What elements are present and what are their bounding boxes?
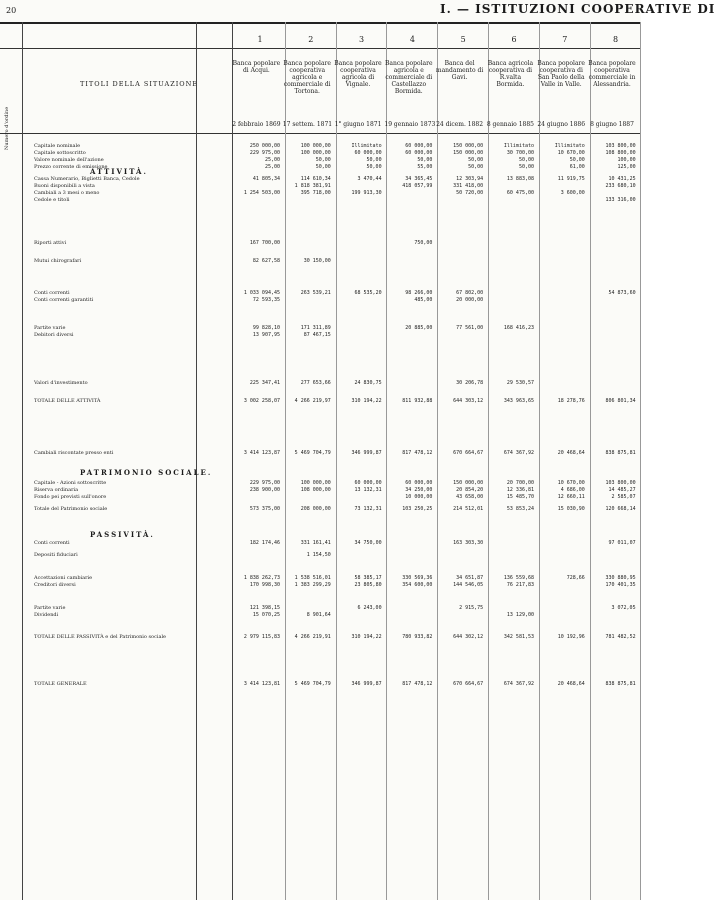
table-cell: 25,00 bbox=[264, 164, 280, 170]
table-cell: 343 963,65 bbox=[503, 398, 534, 404]
table-cell: 15 070,25 bbox=[252, 612, 280, 618]
table-cell: 670 664,67 bbox=[453, 681, 484, 687]
row-label: Creditori diversi bbox=[34, 582, 76, 588]
table-cell: 18 278,76 bbox=[557, 398, 585, 404]
table-cell: 108 800,00 bbox=[605, 150, 636, 156]
column-number: 7 bbox=[562, 35, 568, 44]
table-cell: 1 154,50 bbox=[306, 552, 331, 558]
table-cell: 182 174,46 bbox=[249, 540, 280, 546]
table-cell: 20 885,00 bbox=[405, 325, 433, 331]
table-cell: 55,00 bbox=[417, 164, 433, 170]
table-cell: 15 030,90 bbox=[557, 506, 585, 512]
table-cell: 811 932,88 bbox=[402, 398, 433, 404]
table-cell: 6 243,00 bbox=[357, 605, 382, 611]
table-cell: 170 401,35 bbox=[605, 582, 636, 588]
table-cell: 817 478,12 bbox=[402, 450, 433, 456]
table-cell: 20 000,00 bbox=[456, 297, 484, 303]
table-cell: 1 838 262,73 bbox=[243, 575, 280, 581]
bank-founding-date: 19 gennaio 1873 bbox=[384, 121, 436, 128]
table-cell: 60 000,00 bbox=[405, 150, 433, 156]
table-cell: 20 468,64 bbox=[557, 450, 585, 456]
table-cell: 4 686,00 bbox=[560, 487, 585, 493]
row-label: Riserva ordinaria bbox=[34, 487, 79, 493]
table-cell: 573 375,00 bbox=[249, 506, 280, 512]
table-cell: 73 132,31 bbox=[354, 506, 382, 512]
ordine-label: Numero d'ordine bbox=[4, 106, 10, 150]
label-column-rule bbox=[196, 22, 197, 900]
bank-founding-date: 24 dicem. 1882 bbox=[436, 121, 484, 128]
table-cell: Illimitato bbox=[503, 143, 534, 149]
bank-name: Banca popolare cooperativa agricola di Vignale. bbox=[334, 60, 382, 88]
table-cell: 120 668,14 bbox=[605, 506, 636, 512]
table-cell: 60 000,00 bbox=[405, 143, 433, 149]
header-bottom-rule bbox=[0, 133, 641, 134]
table-cell: 233 680,10 bbox=[605, 183, 636, 189]
table-cell: 30 150,00 bbox=[303, 258, 331, 264]
table-cell: 29 530,57 bbox=[506, 380, 534, 386]
row-label: Valori d'investimento bbox=[34, 380, 88, 386]
table-cell: 54 873,60 bbox=[608, 290, 636, 296]
bank-name: Banca popolare agricola e commerciale di Castellazzo Bormida. bbox=[385, 60, 433, 95]
table-cell: 3 600,00 bbox=[560, 190, 585, 196]
column-number: 3 bbox=[359, 35, 365, 44]
column-number: 4 bbox=[409, 35, 415, 44]
table-cell: 10 000,00 bbox=[405, 494, 433, 500]
table-cell: 346 999,87 bbox=[351, 681, 382, 687]
table-cell: 100 000,00 bbox=[300, 480, 331, 486]
table-cell: 1 538 516,01 bbox=[294, 575, 331, 581]
row-label: Capitale sottoscritto bbox=[34, 150, 86, 156]
row-label: TOTALE GENERALE bbox=[34, 681, 87, 687]
table-cell: 263 539,21 bbox=[300, 290, 331, 296]
table-cell: 10 670,00 bbox=[557, 480, 585, 486]
table-cell: 60 000,00 bbox=[354, 150, 382, 156]
row-label: Capitale - Azioni sottoscritte bbox=[34, 480, 107, 486]
row-label: Partite varie bbox=[34, 325, 66, 331]
table-cell: 23 805,80 bbox=[354, 582, 382, 588]
table-cell: 3 072,05 bbox=[611, 605, 636, 611]
row-label: Partite varie bbox=[34, 605, 66, 611]
table-cell: 168 416,23 bbox=[503, 325, 534, 331]
table-cell: 133 316,00 bbox=[605, 197, 636, 203]
table-cell: 60 000,00 bbox=[354, 480, 382, 486]
table-cell: 99 828,10 bbox=[252, 325, 280, 331]
row-label: Prezzo corrente di emissione bbox=[34, 164, 108, 170]
table-cell: 60 000,00 bbox=[405, 480, 433, 486]
table-cell: 50,00 bbox=[518, 157, 534, 163]
row-label: Depositi fiduciari bbox=[34, 552, 78, 558]
row-label: Debitori diversi bbox=[34, 332, 74, 338]
table-cell: 208 000,00 bbox=[300, 506, 331, 512]
bank-name: Banca agricola cooperativa di R.valta Bormida. bbox=[487, 60, 534, 88]
table-cell: 3 002 258,07 bbox=[243, 398, 280, 404]
table-cell: 310 194,22 bbox=[351, 398, 382, 404]
table-cell: 68 535,20 bbox=[354, 290, 382, 296]
table-cell: 781 482,52 bbox=[605, 634, 636, 640]
table-cell: 3 470,44 bbox=[357, 176, 382, 182]
column-number: 1 bbox=[257, 35, 263, 44]
table-cell: 13 907,95 bbox=[252, 332, 280, 338]
table-cell: 10 670,00 bbox=[557, 150, 585, 156]
table-cell: 214 512,01 bbox=[453, 506, 484, 512]
row-label: Cedole e titoli bbox=[34, 197, 70, 203]
table-cell: 103 800,00 bbox=[605, 143, 636, 149]
column-rule bbox=[640, 22, 641, 900]
row-label: TOTALE DELLE PASSIVITÀ e del Patrimonio sociale bbox=[34, 634, 167, 640]
table-cell: 644 303,12 bbox=[453, 398, 484, 404]
table-cell: 30 700,00 bbox=[506, 150, 534, 156]
table-cell: 125,00 bbox=[617, 164, 636, 170]
table-cell: 674 367,92 bbox=[503, 450, 534, 456]
table-cell: 331 418,00 bbox=[453, 183, 484, 189]
column-number: 2 bbox=[308, 35, 314, 44]
table-cell: 170 998,30 bbox=[249, 582, 280, 588]
table-cell: 41 805,34 bbox=[252, 176, 280, 182]
table-cell: 50,00 bbox=[315, 164, 331, 170]
table-cell: 395 718,00 bbox=[300, 190, 331, 196]
header-rule bbox=[0, 48, 641, 49]
table-cell: 250 000,00 bbox=[249, 143, 280, 149]
table-cell: 674 367,92 bbox=[503, 681, 534, 687]
table-cell: 34 365,45 bbox=[405, 176, 433, 182]
bank-founding-date: 8 gennaio 1885 bbox=[486, 121, 534, 128]
bank-founding-date: 1° giugno 1871 bbox=[334, 121, 382, 128]
table-cell: 171 311,89 bbox=[300, 325, 331, 331]
table-cell: 229 975,00 bbox=[249, 480, 280, 486]
row-label: Accettazioni cambiarie bbox=[34, 575, 93, 581]
table-cell: 13 883,08 bbox=[506, 176, 534, 182]
column-number: 6 bbox=[511, 35, 517, 44]
table-cell: 3 414 123,81 bbox=[243, 681, 280, 687]
row-label: Fondo pei previsti sull'onore bbox=[34, 494, 107, 500]
table-cell: 50,00 bbox=[366, 164, 382, 170]
table-cell: 644 302,12 bbox=[453, 634, 484, 640]
table-cell: 114 610,34 bbox=[300, 176, 331, 182]
table-cell: 199 913,30 bbox=[351, 190, 382, 196]
table-cell: 103 800,00 bbox=[605, 480, 636, 486]
table-cell: 346 999,87 bbox=[351, 450, 382, 456]
table-cell: 20 700,00 bbox=[506, 480, 534, 486]
bank-founding-date: 8 giugno 1887 bbox=[590, 121, 634, 128]
table-cell: 10 192,96 bbox=[557, 634, 585, 640]
row-label: Capitale nominale bbox=[34, 143, 81, 149]
row-label: Conti correnti bbox=[34, 290, 70, 296]
table-cell: 2 915,75 bbox=[459, 605, 484, 611]
row-label: Cambiali riscontate presso enti bbox=[34, 450, 114, 456]
table-cell: 150 000,00 bbox=[453, 150, 484, 156]
table-cell: 838 875,81 bbox=[605, 450, 636, 456]
row-label: Cassa Numerario, Biglietti Banca, Cedole bbox=[34, 176, 140, 182]
table-cell: 330 880,95 bbox=[605, 575, 636, 581]
table-cell: 97 011,07 bbox=[608, 540, 636, 546]
table-cell: 229 975,00 bbox=[249, 150, 280, 156]
table-cell: 238 900,00 bbox=[249, 487, 280, 493]
table-cell: 5 469 704,79 bbox=[294, 450, 331, 456]
table-cell: 50,00 bbox=[468, 164, 484, 170]
table-cell: 136 559,68 bbox=[503, 575, 534, 581]
bank-name: Banca popolare cooperativa commerciale in Alessandria. bbox=[588, 60, 636, 88]
table-cell: 50,00 bbox=[417, 157, 433, 163]
table-cell: 50,00 bbox=[569, 157, 585, 163]
table-cell: 817 478,12 bbox=[402, 681, 433, 687]
table-cell: 34 651,87 bbox=[456, 575, 484, 581]
table-cell: 1 383 299,29 bbox=[294, 582, 331, 588]
table-cell: 25,00 bbox=[264, 157, 280, 163]
table-cell: 167 700,00 bbox=[249, 240, 280, 246]
table-cell: 4 266 219,97 bbox=[294, 398, 331, 404]
table-cell: 77 561,00 bbox=[456, 325, 484, 331]
table-cell: 67 802,00 bbox=[456, 290, 484, 296]
table-cell: 331 161,41 bbox=[300, 540, 331, 546]
table-cell: 12 660,11 bbox=[557, 494, 585, 500]
table-cell: 12 336,81 bbox=[506, 487, 534, 493]
table-cell: 100 000,00 bbox=[300, 143, 331, 149]
table-cell: 50,00 bbox=[468, 157, 484, 163]
row-label: Dividendi bbox=[34, 612, 59, 618]
table-cell: 3 414 123,87 bbox=[243, 450, 280, 456]
row-label: Mutui chirografari bbox=[34, 258, 82, 264]
table-cell: 72 593,35 bbox=[252, 297, 280, 303]
table-cell: Illimitato bbox=[351, 143, 382, 149]
table-cell: 670 664,67 bbox=[453, 450, 484, 456]
table-cell: 1 254 503,00 bbox=[243, 190, 280, 196]
table-cell: 13 132,31 bbox=[354, 487, 382, 493]
table-cell: 50 720,00 bbox=[456, 190, 484, 196]
top-rule bbox=[0, 22, 641, 24]
table-cell: 12 303,94 bbox=[456, 176, 484, 182]
column-number: 5 bbox=[460, 35, 466, 44]
table-cell: 485,00 bbox=[414, 297, 433, 303]
table-cell: 144 546,05 bbox=[453, 582, 484, 588]
row-label: Buoni disponibili a vista bbox=[34, 183, 95, 189]
table-cell: 58 385,17 bbox=[354, 575, 382, 581]
table-cell: 1 033 094,45 bbox=[243, 290, 280, 296]
section-heading-attivita: ATTIVITÀ. bbox=[90, 167, 148, 176]
table-cell: 50,00 bbox=[366, 157, 382, 163]
table-cell: 43 658,00 bbox=[456, 494, 484, 500]
bank-name: Banca del mandamento di Gavi. bbox=[435, 60, 484, 81]
table-cell: 14 485,27 bbox=[608, 487, 636, 493]
table-cell: 61,00 bbox=[569, 164, 585, 170]
table-cell: 100 000,00 bbox=[300, 150, 331, 156]
bank-name: Banca popolare cooperativa agricola e commerciale di Tortona. bbox=[283, 60, 331, 95]
table-cell: 34 250,00 bbox=[405, 487, 433, 493]
table-cell: 98 266,00 bbox=[405, 290, 433, 296]
table-cell: 82 627,58 bbox=[252, 258, 280, 264]
table-cell: 121 398,15 bbox=[249, 605, 280, 611]
bank-founding-date: 2 febbraio 1869 bbox=[232, 121, 281, 128]
table-cell: 76 217,83 bbox=[506, 582, 534, 588]
table-cell: 100,00 bbox=[617, 157, 636, 163]
row-label: TOTALE DELLE ATTIVITÀ bbox=[34, 398, 101, 404]
table-cell: 103 250,25 bbox=[402, 506, 433, 512]
table-cell: 225 347,41 bbox=[249, 380, 280, 386]
ordine-column-rule bbox=[22, 22, 23, 900]
table-cell: 53 853,24 bbox=[506, 506, 534, 512]
table-cell: 150 000,00 bbox=[453, 480, 484, 486]
table-cell: 13 129,00 bbox=[506, 612, 534, 618]
bank-founding-date: 24 giugno 1886 bbox=[537, 121, 586, 128]
table-cell: 50,00 bbox=[518, 164, 534, 170]
table-cell: 330 569,36 bbox=[402, 575, 433, 581]
table-cell: 150 000,00 bbox=[453, 143, 484, 149]
section-heading-patrimonio: PATRIMONIO SOCIALE. bbox=[80, 468, 213, 477]
page-number: 20 bbox=[6, 6, 17, 15]
table-cell: 728,66 bbox=[566, 575, 585, 581]
table-cell: 310 194,22 bbox=[351, 634, 382, 640]
table-cell: 8 901,64 bbox=[306, 612, 331, 618]
table-cell: 342 581,53 bbox=[503, 634, 534, 640]
table-cell: 277 653,66 bbox=[300, 380, 331, 386]
table-cell: 30 206,78 bbox=[456, 380, 484, 386]
table-cell: 24 830,75 bbox=[354, 380, 382, 386]
column-number: 8 bbox=[613, 35, 619, 44]
row-label: Conti correnti garantiti bbox=[34, 297, 94, 303]
table-cell: 354 600,00 bbox=[402, 582, 433, 588]
table-cell: 10 431,25 bbox=[608, 176, 636, 182]
row-label: Valore nominale dell'azione bbox=[34, 157, 104, 163]
row-label: Cambiali a 3 mesi o meno bbox=[34, 190, 100, 196]
table-cell: 5 469 704,79 bbox=[294, 681, 331, 687]
table-cell: 108 000,00 bbox=[300, 487, 331, 493]
table-cell: 20 468,64 bbox=[557, 681, 585, 687]
table-cell: 163 303,30 bbox=[453, 540, 484, 546]
section-heading-passivita: PASSIVITÀ. bbox=[90, 530, 155, 539]
table-cell: 806 801,34 bbox=[605, 398, 636, 404]
bank-name: Banca popolare cooperativa di San Paolo della Valle in Valle. bbox=[537, 60, 585, 88]
row-label: Riporti attivi bbox=[34, 240, 67, 246]
row-label: Conti correnti bbox=[34, 540, 70, 546]
table-cell: 50,00 bbox=[315, 157, 331, 163]
table-cell: 4 266 219,91 bbox=[294, 634, 331, 640]
table-cell: 60 475,00 bbox=[506, 190, 534, 196]
table-cell: 1 818 381,91 bbox=[294, 183, 331, 189]
table-cell: 87 467,15 bbox=[303, 332, 331, 338]
table-cell: 750,00 bbox=[414, 240, 433, 246]
table-cell: 15 485,70 bbox=[506, 494, 534, 500]
table-cell: 2 979 115,83 bbox=[243, 634, 280, 640]
titoli-label: TITOLI DELLA SITUAZIONE bbox=[80, 80, 199, 88]
table-cell: 780 933,82 bbox=[402, 634, 433, 640]
table-cell: 20 854,20 bbox=[456, 487, 484, 493]
table-cell: 11 919,75 bbox=[557, 176, 585, 182]
running-head: I. — ISTITUZIONI COOPERATIVE DI bbox=[440, 2, 715, 16]
table-cell: 34 750,00 bbox=[354, 540, 382, 546]
table-cell: 2 585,07 bbox=[611, 494, 636, 500]
table-cell: 838 875,81 bbox=[605, 681, 636, 687]
bank-founding-date: 17 settem. 1871 bbox=[282, 121, 333, 128]
table-cell: 418 057,99 bbox=[402, 183, 433, 189]
table-cell: Illimitato bbox=[554, 143, 585, 149]
row-label: Totale del Patrimonio sociale bbox=[34, 506, 108, 512]
bank-name: Banca popolare di Acqui. bbox=[232, 60, 281, 74]
